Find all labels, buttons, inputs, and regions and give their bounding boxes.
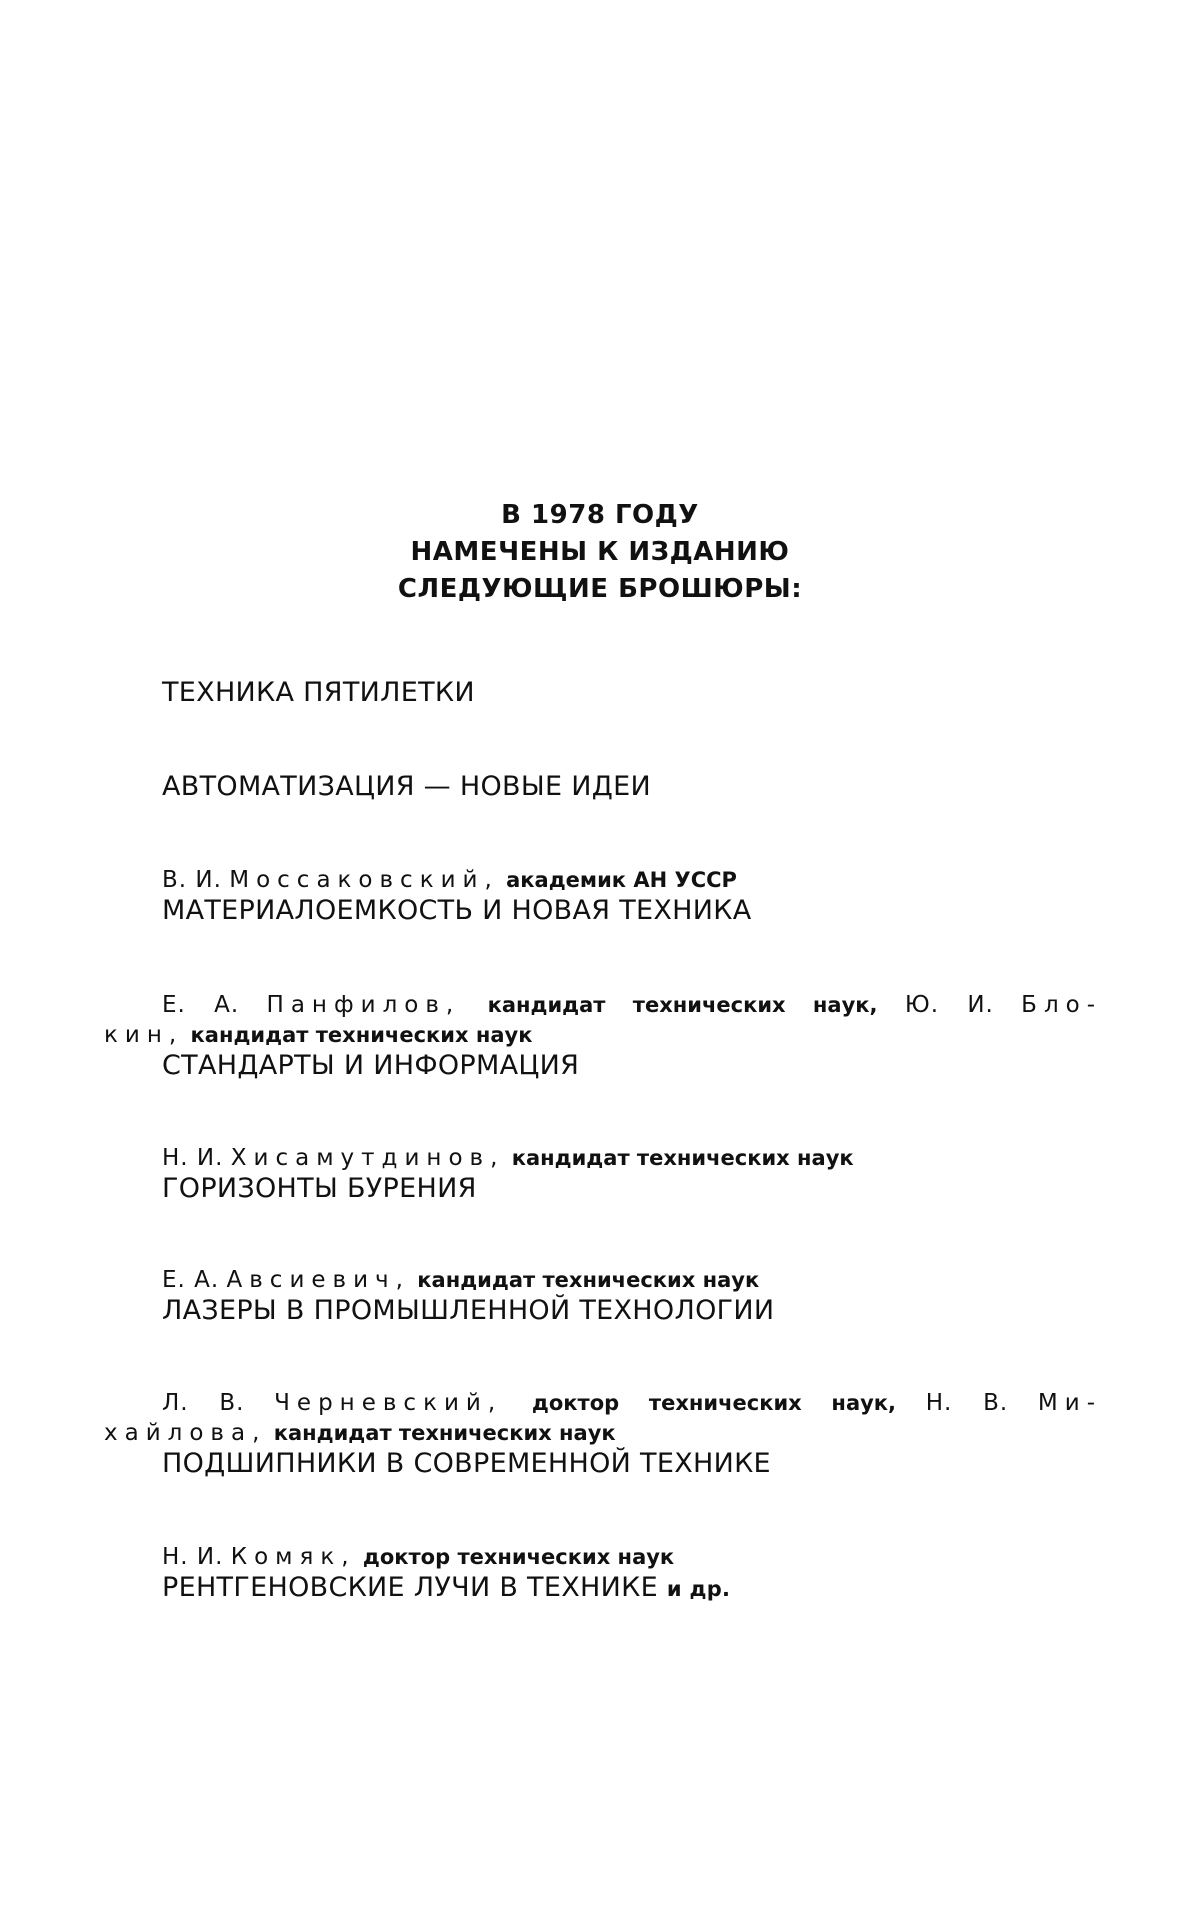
title-suffix: и др. [666,1577,731,1601]
brochure-title-text: РЕНТГЕНОВСКИЕ ЛУЧИ В ТЕХНИКЕ [162,1572,658,1603]
heading-line-year: В 1978 ГОДУ [501,500,699,530]
brochure-title: ПОДШИПНИКИ В СОВРЕМЕННОЙ ТЕХНИКЕ [162,1448,771,1479]
author-degree: кандидат технических наук [511,1146,854,1170]
brochure-title: МАТЕРИАЛОЕМКОСТЬ И НОВАЯ ТЕХНИКА [162,895,752,926]
author-line [162,1265,1102,1295]
author-name: кин, [104,1022,184,1048]
author-name: Бло- [1021,992,1103,1018]
author-line [162,1388,1102,1418]
author-initials: В. И. [162,867,222,893]
brochure-entry [104,1388,1103,1480]
author-name: Черневский, [274,1390,503,1416]
author-name: хайлова, [104,1420,267,1446]
author-initials: Ю. И. [904,992,994,1018]
author-line-continued [104,1020,1102,1050]
heading-line-brochures: СЛЕДУЮЩИЕ БРОШЮРЫ: [397,574,803,604]
brochure-entry [162,1265,1102,1327]
author-degree: доктор технических наук [362,1545,675,1569]
author-line-continued [104,1418,1102,1448]
author-initials: Н. И. [162,1145,224,1171]
author-initials: Н. И. [162,1544,224,1570]
brochure-entry [104,990,1103,1082]
author-initials: Е. А. [162,1267,220,1293]
brochure-title [162,1572,1102,1605]
author-name: Ми- [1037,1390,1103,1416]
author-line [162,865,1102,895]
brochure-entry [162,1143,1102,1205]
author-degree: кандидат технических наук [273,1421,616,1445]
author-initials: Н. В. [925,1390,1009,1416]
author-name: Моссаковский, [229,867,499,893]
brochure-title: АВТОМАТИЗАЦИЯ — НОВЫЕ ИДЕИ [162,771,651,802]
brochure-entry [162,865,1102,927]
author-degree: кандидат технических наук [417,1268,760,1292]
author-line [162,1542,1102,1572]
author-degree: академик АН УССР [506,868,737,892]
author-line [162,1143,1102,1173]
author-name: Хисамутдинов, [230,1145,505,1171]
brochure-entry [162,1542,1102,1605]
brochure-entry [162,677,1102,709]
brochure-title: ЛАЗЕРЫ В ПРОМЫШЛЕННОЙ ТЕХНОЛОГИИ [162,1295,775,1326]
author-line [162,990,1102,1020]
author-name: Панфилов, [266,992,461,1018]
heading-line-planned: НАМЕЧЕНЫ К ИЗДАНИЮ [410,537,790,567]
author-name: Комяк, [230,1544,356,1570]
author-degree: кандидат технических наук [190,1023,533,1047]
author-initials: Е. А. [162,992,240,1018]
brochure-title: СТАНДАРТЫ И ИНФОРМАЦИЯ [162,1050,580,1081]
author-name: Авсиевич, [226,1267,410,1293]
author-degree: доктор технических наук, [531,1391,897,1415]
author-degree: кандидат технических наук, [487,993,878,1017]
brochure-title: ТЕХНИКА ПЯТИЛЕТКИ [162,677,475,708]
brochure-title: ГОРИЗОНТЫ БУРЕНИЯ [162,1173,477,1204]
author-initials: Л. В. [162,1390,245,1416]
brochure-entry [162,771,1102,803]
announcement-heading [0,497,1200,608]
